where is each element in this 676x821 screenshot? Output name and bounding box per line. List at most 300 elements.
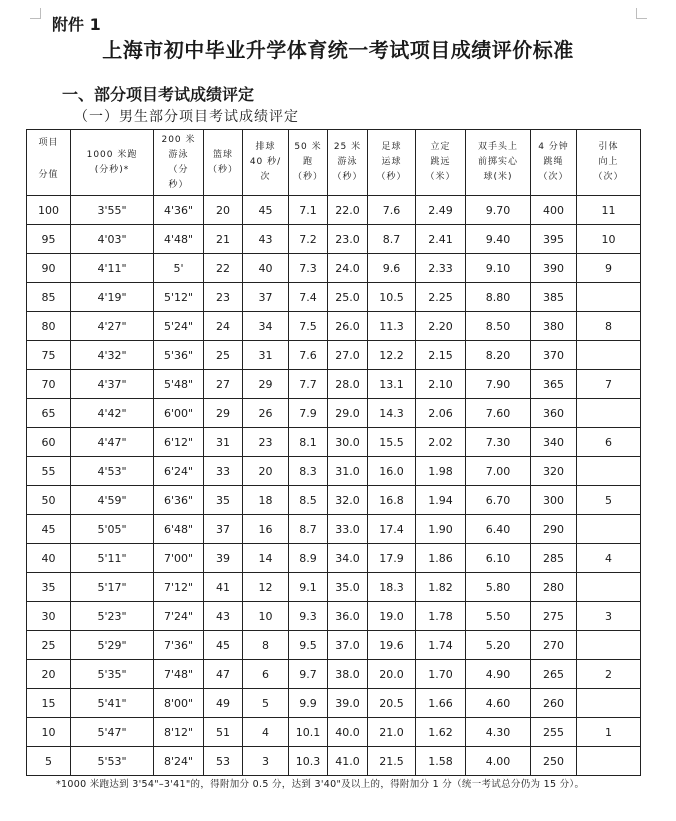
value-cell: 4.00 <box>466 747 531 776</box>
value-cell: 23.0 <box>328 225 368 254</box>
value-cell: 7.4 <box>289 283 328 312</box>
score-cell: 60 <box>27 428 71 457</box>
column-header <box>368 130 416 196</box>
value-cell: 6'00" <box>154 399 204 428</box>
column-header-line: （米） <box>425 172 456 182</box>
column-header <box>154 130 204 196</box>
column-header-line: 双手头上 <box>477 142 518 152</box>
document-title: 上海市初中毕业升学体育统一考试项目成绩评价标准 <box>102 38 574 62</box>
value-cell: 270 <box>531 631 577 660</box>
value-cell: 9.9 <box>289 689 328 718</box>
value-cell: 4'37" <box>71 370 154 399</box>
column-header-line: 运球 <box>381 157 402 167</box>
value-cell: 21 <box>204 225 243 254</box>
score-cell: 20 <box>27 660 71 689</box>
value-cell: 32.0 <box>328 486 368 515</box>
value-cell: 7.1 <box>289 196 328 225</box>
value-cell: 12 <box>243 573 289 602</box>
value-cell: 9.3 <box>289 602 328 631</box>
value-cell: 43 <box>204 602 243 631</box>
value-cell: 5' <box>154 254 204 283</box>
value-cell: 7.3 <box>289 254 328 283</box>
column-header-line: 游泳 <box>168 149 189 160</box>
value-cell: 2.49 <box>416 196 466 225</box>
value-cell: 22.0 <box>328 196 368 225</box>
value-cell: 39.0 <box>328 689 368 718</box>
value-cell: 27 <box>204 370 243 399</box>
value-cell: 2.15 <box>416 341 466 370</box>
score-cell: 25 <box>27 631 71 660</box>
value-cell: 7.30 <box>466 428 531 457</box>
value-cell: 35.0 <box>328 573 368 602</box>
value-cell: 8'12" <box>154 718 204 747</box>
value-cell: 260 <box>531 689 577 718</box>
column-header-line: 足球 <box>381 142 402 152</box>
value-cell: 400 <box>531 196 577 225</box>
value-cell: 9.7 <box>289 660 328 689</box>
score-cell: 45 <box>27 515 71 544</box>
value-cell: 5'11" <box>71 544 154 573</box>
value-cell: 18.3 <box>368 573 416 602</box>
column-header-line: （次） <box>593 172 624 182</box>
value-cell: 9.70 <box>466 196 531 225</box>
column-header-line: 4 分钟 <box>538 142 569 152</box>
value-cell: 28.0 <box>328 370 368 399</box>
score-cell: 90 <box>27 254 71 283</box>
value-cell: 5'36" <box>154 341 204 370</box>
column-header-line: 排球 <box>255 142 276 152</box>
column-header-line: 立定 <box>430 142 451 152</box>
value-cell: 395 <box>531 225 577 254</box>
value-cell: 390 <box>531 254 577 283</box>
column-header-line: 1000 米跑 <box>86 149 138 160</box>
table-row <box>27 631 641 660</box>
value-cell: 4'19" <box>71 283 154 312</box>
score-cell: 100 <box>27 196 71 225</box>
value-cell: 2 <box>577 660 641 689</box>
value-cell: 4'11" <box>71 254 154 283</box>
value-cell: 340 <box>531 428 577 457</box>
column-header-line: （分 <box>168 164 189 175</box>
table-header-row <box>27 130 641 196</box>
score-cell: 55 <box>27 457 71 486</box>
value-cell: 280 <box>531 573 577 602</box>
value-cell: 5.50 <box>466 602 531 631</box>
value-cell: 49 <box>204 689 243 718</box>
value-cell: 1 <box>577 718 641 747</box>
value-cell: 36.0 <box>328 602 368 631</box>
value-cell: 13.1 <box>368 370 416 399</box>
value-cell: 2.20 <box>416 312 466 341</box>
value-cell: 20 <box>204 196 243 225</box>
value-cell: 8.3 <box>289 457 328 486</box>
value-cell: 5'48" <box>154 370 204 399</box>
value-cell: 1.82 <box>416 573 466 602</box>
value-cell: 2.06 <box>416 399 466 428</box>
table-row <box>27 428 641 457</box>
value-cell: 7.90 <box>466 370 531 399</box>
value-cell <box>577 457 641 486</box>
value-cell: 9.5 <box>289 631 328 660</box>
value-cell: 5'47" <box>71 718 154 747</box>
value-cell: 7 <box>577 370 641 399</box>
column-header <box>328 130 368 196</box>
value-cell: 39 <box>204 544 243 573</box>
value-cell: 7.60 <box>466 399 531 428</box>
score-cell: 15 <box>27 689 71 718</box>
value-cell: 3 <box>577 602 641 631</box>
value-cell: 23 <box>243 428 289 457</box>
table-row <box>27 689 641 718</box>
value-cell: 8'00" <box>154 689 204 718</box>
value-cell: 24 <box>204 312 243 341</box>
value-cell: 4'03" <box>71 225 154 254</box>
value-cell: 38.0 <box>328 660 368 689</box>
column-header-line: 跳绳 <box>543 157 564 167</box>
value-cell: 1.98 <box>416 457 466 486</box>
column-header <box>577 130 641 196</box>
value-cell: 7'00" <box>154 544 204 573</box>
value-cell: 7.6 <box>289 341 328 370</box>
value-cell: 6.70 <box>466 486 531 515</box>
value-cell: 1.94 <box>416 486 466 515</box>
value-cell: 360 <box>531 399 577 428</box>
table-row <box>27 515 641 544</box>
value-cell: 9.40 <box>466 225 531 254</box>
value-cell: 6'12" <box>154 428 204 457</box>
value-cell <box>577 747 641 776</box>
value-cell: 5'24" <box>154 312 204 341</box>
column-header-line: （秒） <box>292 172 323 182</box>
value-cell: 265 <box>531 660 577 689</box>
score-cell: 85 <box>27 283 71 312</box>
value-cell: 4'36" <box>154 196 204 225</box>
value-cell: 8'24" <box>154 747 204 776</box>
value-cell: 7.5 <box>289 312 328 341</box>
value-cell: 5'12" <box>154 283 204 312</box>
value-cell: 4'53" <box>71 457 154 486</box>
value-cell: 8.20 <box>466 341 531 370</box>
column-header <box>243 130 289 196</box>
column-header-line: 次 <box>260 172 271 182</box>
value-cell: 2.25 <box>416 283 466 312</box>
column-header-line: 跳远 <box>430 157 451 167</box>
value-cell: 5 <box>577 486 641 515</box>
value-cell: 4'47" <box>71 428 154 457</box>
value-cell: 380 <box>531 312 577 341</box>
annex-label: 附件 1 <box>52 15 101 34</box>
value-cell: 7'48" <box>154 660 204 689</box>
value-cell: 290 <box>531 515 577 544</box>
value-cell: 9.10 <box>466 254 531 283</box>
value-cell: 6 <box>243 660 289 689</box>
value-cell: 35 <box>204 486 243 515</box>
value-cell: 10.5 <box>368 283 416 312</box>
column-header-line: (分秒)* <box>94 164 130 175</box>
score-cell: 50 <box>27 486 71 515</box>
value-cell: 8.7 <box>289 515 328 544</box>
column-header-line: （次） <box>538 172 569 182</box>
table-row <box>27 602 641 631</box>
value-cell: 26 <box>243 399 289 428</box>
column-header-line: 25 米 <box>333 142 362 152</box>
value-cell: 18 <box>243 486 289 515</box>
value-cell: 25 <box>204 341 243 370</box>
section-title: 一、部分项目考试成绩评定 <box>62 85 255 104</box>
table-row <box>27 660 641 689</box>
value-cell: 4'42" <box>71 399 154 428</box>
table-row <box>27 254 641 283</box>
score-cell: 10 <box>27 718 71 747</box>
table-row <box>27 370 641 399</box>
value-cell: 5.20 <box>466 631 531 660</box>
value-cell: 1.66 <box>416 689 466 718</box>
value-cell: 4'32" <box>71 341 154 370</box>
value-cell: 17.4 <box>368 515 416 544</box>
value-cell: 12.2 <box>368 341 416 370</box>
value-cell: 45 <box>204 631 243 660</box>
value-cell: 19.6 <box>368 631 416 660</box>
table-row <box>27 399 641 428</box>
value-cell: 21.0 <box>368 718 416 747</box>
table-row <box>27 341 641 370</box>
value-cell: 1.78 <box>416 602 466 631</box>
value-cell: 1.62 <box>416 718 466 747</box>
value-cell: 9 <box>577 254 641 283</box>
value-cell: 24.0 <box>328 254 368 283</box>
table-row <box>27 718 641 747</box>
value-cell <box>577 399 641 428</box>
value-cell: 1.86 <box>416 544 466 573</box>
value-cell: 4.30 <box>466 718 531 747</box>
value-cell: 29.0 <box>328 399 368 428</box>
table-row <box>27 573 641 602</box>
value-cell: 14 <box>243 544 289 573</box>
value-cell: 5'41" <box>71 689 154 718</box>
column-header-line: 篮球 <box>212 149 233 160</box>
value-cell: 4'59" <box>71 486 154 515</box>
value-cell: 26.0 <box>328 312 368 341</box>
value-cell: 4 <box>243 718 289 747</box>
value-cell: 23 <box>204 283 243 312</box>
value-cell: 14.3 <box>368 399 416 428</box>
value-cell: 17.9 <box>368 544 416 573</box>
value-cell: 3'55" <box>71 196 154 225</box>
value-cell: 7'36" <box>154 631 204 660</box>
value-cell: 8.7 <box>368 225 416 254</box>
value-cell: 7.2 <box>289 225 328 254</box>
value-cell: 6'24" <box>154 457 204 486</box>
value-cell: 31.0 <box>328 457 368 486</box>
value-cell: 20 <box>243 457 289 486</box>
value-cell: 250 <box>531 747 577 776</box>
value-cell: 255 <box>531 718 577 747</box>
value-cell: 4'27" <box>71 312 154 341</box>
column-header-line: 200 米 <box>161 134 196 145</box>
value-cell: 5'17" <box>71 573 154 602</box>
value-cell: 8.50 <box>466 312 531 341</box>
column-header <box>466 130 531 196</box>
header-item-score <box>27 130 71 196</box>
value-cell: 1.70 <box>416 660 466 689</box>
value-cell: 8.1 <box>289 428 328 457</box>
value-cell: 20.0 <box>368 660 416 689</box>
value-cell <box>577 515 641 544</box>
value-cell: 6 <box>577 428 641 457</box>
score-standard-table <box>26 129 641 776</box>
value-cell: 7.7 <box>289 370 328 399</box>
table-row <box>27 747 641 776</box>
value-cell: 6'48" <box>154 515 204 544</box>
table-row <box>27 312 641 341</box>
value-cell: 300 <box>531 486 577 515</box>
value-cell: 5 <box>243 689 289 718</box>
value-cell: 11 <box>577 196 641 225</box>
value-cell: 5'29" <box>71 631 154 660</box>
value-cell: 6'36" <box>154 486 204 515</box>
score-cell: 30 <box>27 602 71 631</box>
column-header-line: 球(米) <box>483 172 513 182</box>
value-cell: 9.6 <box>368 254 416 283</box>
value-cell: 16.8 <box>368 486 416 515</box>
value-cell: 7.9 <box>289 399 328 428</box>
column-header <box>289 130 328 196</box>
table-row <box>27 196 641 225</box>
value-cell: 29 <box>204 399 243 428</box>
value-cell: 5'05" <box>71 515 154 544</box>
value-cell: 1.58 <box>416 747 466 776</box>
table-row <box>27 486 641 515</box>
value-cell: 10 <box>577 225 641 254</box>
value-cell: 5'35" <box>71 660 154 689</box>
value-cell: 20.5 <box>368 689 416 718</box>
value-cell: 7'24" <box>154 602 204 631</box>
value-cell: 2.33 <box>416 254 466 283</box>
table-row <box>27 225 641 254</box>
value-cell: 2.41 <box>416 225 466 254</box>
value-cell: 25.0 <box>328 283 368 312</box>
value-cell: 16.0 <box>368 457 416 486</box>
column-header-line: （秒） <box>332 172 363 182</box>
value-cell: 33.0 <box>328 515 368 544</box>
value-cell <box>577 341 641 370</box>
value-cell: 40 <box>243 254 289 283</box>
table-row <box>27 457 641 486</box>
value-cell: 43 <box>243 225 289 254</box>
value-cell: 4'48" <box>154 225 204 254</box>
value-cell: 5'53" <box>71 747 154 776</box>
column-header-line: 50 米 <box>294 142 322 152</box>
score-cell: 95 <box>27 225 71 254</box>
value-cell: 41.0 <box>328 747 368 776</box>
column-header-line: 前掷实心 <box>477 157 518 167</box>
value-cell: 1.90 <box>416 515 466 544</box>
column-header-line: （秒） <box>207 164 238 175</box>
value-cell: 40.0 <box>328 718 368 747</box>
value-cell: 15.5 <box>368 428 416 457</box>
value-cell: 370 <box>531 341 577 370</box>
value-cell: 37.0 <box>328 631 368 660</box>
value-cell: 31 <box>204 428 243 457</box>
value-cell: 2.10 <box>416 370 466 399</box>
value-cell: 30.0 <box>328 428 368 457</box>
column-header-line: （秒） <box>376 172 407 182</box>
value-cell: 4.60 <box>466 689 531 718</box>
value-cell: 7'12" <box>154 573 204 602</box>
value-cell: 11.3 <box>368 312 416 341</box>
sub-section-title: （一）男生部分项目考试成绩评定 <box>74 109 299 125</box>
column-header <box>204 130 243 196</box>
column-header-line: 引体 <box>598 142 619 152</box>
value-cell <box>577 283 641 312</box>
page-corner-mark-right <box>636 8 647 19</box>
table-row <box>27 544 641 573</box>
value-cell: 9.1 <box>289 573 328 602</box>
value-cell: 1.74 <box>416 631 466 660</box>
value-cell: 51 <box>204 718 243 747</box>
value-cell: 37 <box>243 283 289 312</box>
value-cell: 6.10 <box>466 544 531 573</box>
value-cell: 34.0 <box>328 544 368 573</box>
value-cell: 8 <box>243 631 289 660</box>
value-cell: 385 <box>531 283 577 312</box>
footnote: *1000 米跑达到 3'54"–3'41"的，得附加分 0.5 分，达到 3'40"及以上的，得附加分 1 分（统一考试总分仍为 15 分）。 <box>56 779 585 790</box>
value-cell: 365 <box>531 370 577 399</box>
value-cell: 4 <box>577 544 641 573</box>
column-header-line: 40 秒/ <box>249 157 282 167</box>
score-cell: 70 <box>27 370 71 399</box>
header-score-label: 分值 <box>38 170 59 180</box>
score-cell: 40 <box>27 544 71 573</box>
value-cell: 7.6 <box>368 196 416 225</box>
value-cell: 7.00 <box>466 457 531 486</box>
value-cell: 5.80 <box>466 573 531 602</box>
score-cell: 65 <box>27 399 71 428</box>
value-cell: 33 <box>204 457 243 486</box>
value-cell: 3 <box>243 747 289 776</box>
value-cell: 34 <box>243 312 289 341</box>
column-header <box>416 130 466 196</box>
page-corner-mark-left <box>30 8 41 19</box>
score-cell: 5 <box>27 747 71 776</box>
header-item-label: 项目 <box>38 138 59 148</box>
value-cell: 275 <box>531 602 577 631</box>
value-cell: 10 <box>243 602 289 631</box>
value-cell: 285 <box>531 544 577 573</box>
table-body <box>27 196 641 776</box>
value-cell <box>577 631 641 660</box>
value-cell: 8.80 <box>466 283 531 312</box>
value-cell: 6.40 <box>466 515 531 544</box>
value-cell: 31 <box>243 341 289 370</box>
value-cell <box>577 689 641 718</box>
column-header-line: 跑 <box>302 157 313 167</box>
column-header-line: 游泳 <box>337 157 358 167</box>
value-cell: 2.02 <box>416 428 466 457</box>
value-cell: 22 <box>204 254 243 283</box>
value-cell: 8.5 <box>289 486 328 515</box>
score-cell: 80 <box>27 312 71 341</box>
value-cell: 41 <box>204 573 243 602</box>
value-cell: 4.90 <box>466 660 531 689</box>
score-cell: 35 <box>27 573 71 602</box>
value-cell <box>577 573 641 602</box>
value-cell: 29 <box>243 370 289 399</box>
column-header-line: 向上 <box>598 157 619 167</box>
column-header-line: 秒） <box>168 179 189 190</box>
value-cell: 37 <box>204 515 243 544</box>
value-cell: 5'23" <box>71 602 154 631</box>
